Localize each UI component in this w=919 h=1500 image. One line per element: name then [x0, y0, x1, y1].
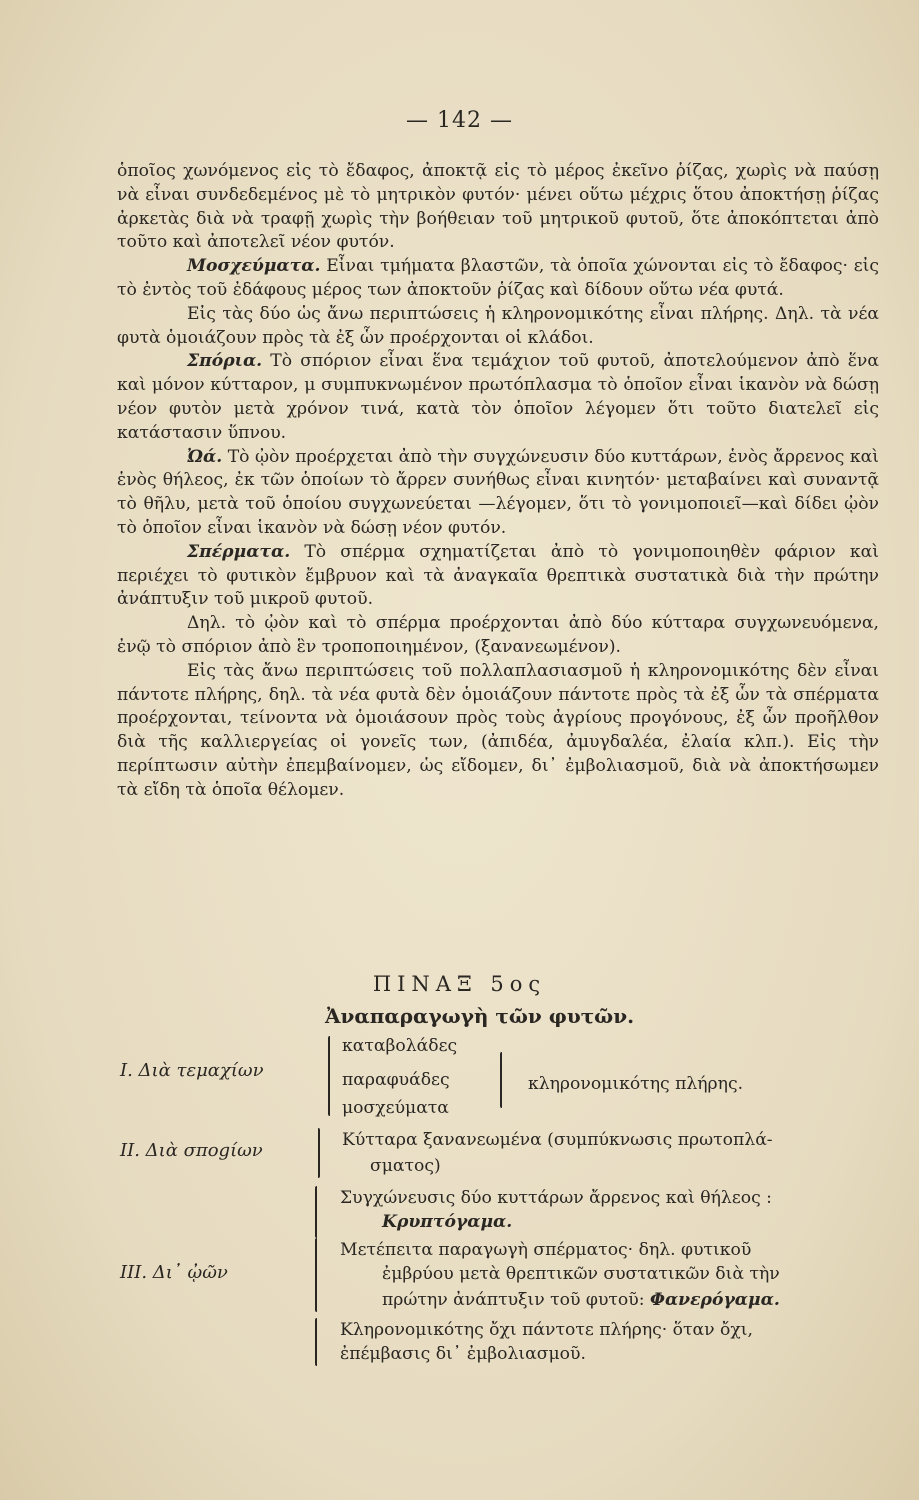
- paragraph-heading: Σπέρματα.: [187, 541, 291, 562]
- paragraph: Εἰς τὰς δύο ὡς ἄνω περιπτώσεις ἡ κληρονομικότης εἶναι πλήρης. Δηλ. τὰ νέα φυτὰ ὁμοιάζουν πρὸς τὰ ἐξ ὧν προέρχονται οἱ κλάδοι.: [117, 303, 879, 348]
- group1-brace: [328, 1036, 330, 1116]
- group1-item: παραφυάδες: [342, 1070, 450, 1090]
- group3-brace-b: [315, 1238, 317, 1312]
- group1-result-brace: [500, 1052, 502, 1108]
- paragraph: Σπόρια. Τὸ σπόριον εἶναι ἕνα τεμάχιον τοῦ φυτοῦ, ἀποτελούμενον ἀπὸ ἕνα καὶ μόνον κύτταρον, μ συμπυκνωμένον πρωτόπλασμα τὸ ὁποῖον εἶναι ἱκανὸν νὰ δώσῃ νέον φυτὸν μετὰ χρόνον τινά, κατὰ τὸν ὁποῖον λέγομεν ὅτι τοῦτο διατελεῖ εἰς κατάστασιν ὕπνου.: [117, 351, 879, 443]
- group1-result: κληρονομικότης πλήρης.: [528, 1074, 744, 1094]
- paragraph-heading: Σπόρια.: [187, 351, 263, 372]
- paragraph: Ὠά. Τὸ ᾠὸν προέρχεται ἀπὸ τὴν συγχώνευσιν δύο κυττάρων, ἑνὸς ἄρρενος καὶ ἑνὸς θήλεος, ἐκ τῶν ὁποίων τὸ ἄρρεν συνήθως εἶναι κινητόν· μεταβαίνει καὶ συναντᾷ τὸ θῆλυ, μετὰ τοῦ ὁποίου συγχωνεύεται —λέγομεν, ὅτι τὸ γονιμοποιεῖ—καὶ δίδει ᾠὸν τὸ ὁποῖον εἶναι ἱκανὸν νὰ δώσῃ νέον φυτόν.: [117, 446, 879, 538]
- paragraph: ὁποῖος χωνόμενος εἰς τὸ ἔδαφος, ἀποκτᾷ εἰς τὸ μέρος ἐκεῖνο ῥίζας, χωρὶς νὰ παύσῃ νὰ εἶναι συνδεδεμένος μὲ τὸ μητρικὸν φυτόν· μένει οὕτω μέχρις ὅτου ἀποκτήσῃ ῥίζας ἀρκετὰς διὰ νὰ τραφῇ χωρὶς τὴν βοήθειαν τοῦ μητρικοῦ φυτοῦ, ὅτε ἀποκόπτεται ἀπὸ τοῦτο καὶ ἀποτελεῖ νέον φυτόν.: [117, 161, 879, 253]
- paragraph: Εἰς τὰς ἄνω περιπτώσεις τοῦ πολλαπλασιασμοῦ ἡ κληρονομικότης δὲν εἶναι πάντοτε πλήρης, δηλ. τὰ νέα φυτὰ δὲν ὁμοιάζουν πάντοτε πρὸς τὰ ἐξ ὧν τὰ σπέρματα προέρχονται, τείνοντα νὰ ὁμοιάσουν πρὸς τοὺς ἀγρίους προγόνους, ἐξ ὧν προῆλθον διὰ τῆς καλλιεργείας οἱ γονεῖς των, (ἀπιδέα, ἀμυγδαλέα, ἐλαία κλπ.). Εἰς τὴν περίπτωσιν αὐτὴν ἐπεμβαίνομεν, ὡς εἴδομεν, δι᾽ ἐμβολιασμοῦ, διὰ νὰ ἀποκτήσωμεν τὰ εἴδη τὰ ὁποῖα θέλομεν.: [117, 660, 879, 800]
- table-subtitle: Ἀναπαραγωγὴ τῶν φυτῶν.: [324, 1004, 635, 1028]
- group3-brace-a: [315, 1186, 317, 1238]
- group1-item: μοσχεύματα: [342, 1098, 449, 1118]
- group2-line: Κύτταρα ξανανεωμένα (συμπύκνωσις πρωτοπλά-: [342, 1130, 773, 1150]
- paragraph: Μοσχεύματα. Εἶναι τμήματα βλαστῶν, τὰ ὁποῖα χώνονται εἰς τὸ ἔδαφος· εἰς τὸ ἐντὸς τοῦ ἐδάφους μέρος των ἀποκτοῦν ῥίζας καὶ δίδουν οὕτω νέα φυτά.: [117, 256, 880, 300]
- emph-term: Φανερόγαμα.: [649, 1290, 780, 1310]
- paragraph: Δηλ. τὸ ᾠὸν καὶ τὸ σπέρμα προέρχονται ἀπὸ δύο κύτταρα συγχωνευόμενα, ἐνῷ τὸ σπόριον ἀπὸ ἓν τροποποιημένον, (ξανανεωμένον).: [117, 613, 879, 657]
- group3-line: ἐπέμβασις δι᾽ ἐμβολιασμοῦ.: [340, 1344, 586, 1364]
- paragraph: Σπέρματα. Τὸ σπέρμα σχηματίζεται ἀπὸ τὸ γονιμοποιηθὲν φάριον καὶ περιέχει τὸ φυτικὸν ἔμβρυον καὶ τὰ ἀναγκαῖα θρεπτικὰ συστατικὰ διὰ τὴν πρώτην ἀνάπτυξιν τοῦ μικροῦ φυτοῦ.: [117, 541, 879, 610]
- table-title: ΠΙΝΑΞ 5ος: [372, 972, 547, 996]
- group3-label: ΙΙΙ. Δι᾽ ᾠῶν: [120, 1262, 228, 1283]
- group3-line: Μετέπειτα παραγωγὴ σπέρματος· δηλ. φυτικοῦ: [340, 1240, 752, 1260]
- group3-line: Συγχώνευσις δύο κυττάρων ἄρρενος καὶ θήλεος :: [340, 1188, 772, 1208]
- group1-label: Ι. Διὰ τεμαχίων: [120, 1060, 264, 1081]
- group3-line: Κρυπτόγαμα.: [382, 1212, 513, 1232]
- page-number: — 142 —: [406, 108, 513, 133]
- group1-item: καταβολάδες: [342, 1036, 458, 1056]
- group3-brace-c: [315, 1318, 317, 1366]
- group3-line: ἐμβρύου μετὰ θρεπτικῶν συστατικῶν διὰ τὴν: [382, 1264, 780, 1284]
- group3-line: Κληρονομικότης ὄχι πάντοτε πλήρης· ὅταν ὄχι,: [340, 1320, 754, 1340]
- paragraph-heading: Μοσχεύματα.: [187, 256, 321, 277]
- body-text: [117, 160, 879, 803]
- group2-brace: [318, 1128, 320, 1178]
- paragraph-heading: Ὠά.: [187, 446, 223, 467]
- group2-line: σματος): [370, 1156, 441, 1176]
- group3-line: πρώτην ἀνάπτυξιν τοῦ φυτοῦ: Φανερόγαμα.: [382, 1290, 780, 1310]
- group2-label: ΙΙ. Διὰ σποgίων: [120, 1140, 263, 1161]
